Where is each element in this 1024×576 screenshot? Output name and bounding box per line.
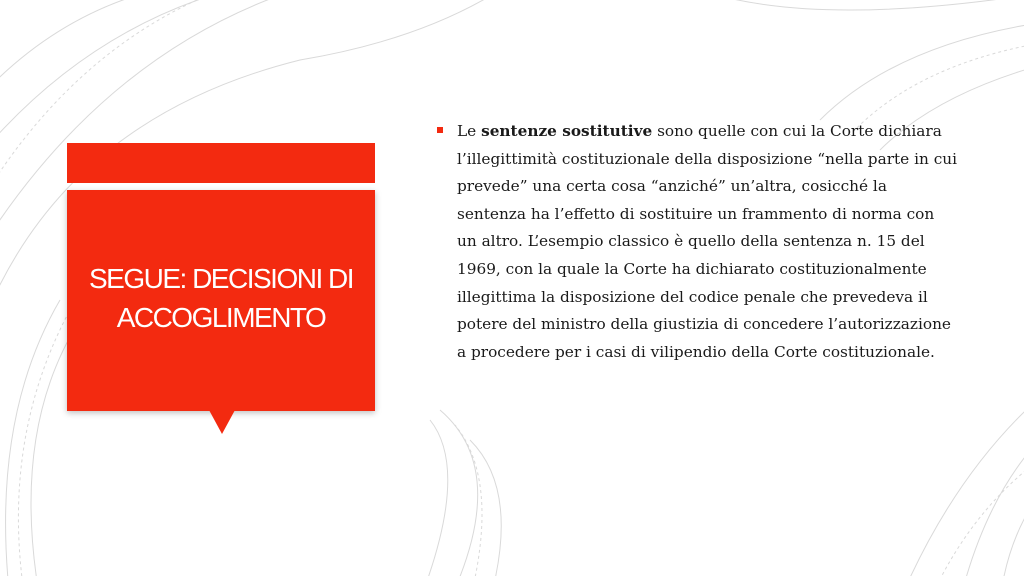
bullet-bold-term: sentenze sostitutive bbox=[481, 122, 653, 140]
arc-line bbox=[960, 420, 1024, 576]
title-accent-strip bbox=[67, 143, 375, 183]
arc-line bbox=[0, 0, 300, 120]
arc-line bbox=[700, 0, 1024, 10]
arc-line-dashed bbox=[18, 310, 70, 576]
slide-content bbox=[437, 118, 967, 366]
arc-line bbox=[470, 440, 501, 576]
arc-line bbox=[820, 20, 1024, 120]
slide-title: SEGUE: DECISIONI DI ACCOGLIMENTO bbox=[89, 262, 353, 333]
arc-line bbox=[1000, 470, 1024, 576]
bullet-body: sono quelle con cui la Corte dichiara l’illegittimità costituzionale della disposizione “nella parte in cui prevede” una certa cosa “anziché” un’altra, cosicché la sentenza ha l’effetto di sostituire un frammento di norma con un altro. L’esempio classico è quello della sentenza n. 15 del 1969, con la quale la Corte ha dichiarato costituzionalmente illegittima la disposizione del codice penale che prevedeva il potere del ministro della giustizia di concedere l’autorizzazione a procedere per i casi di vilipendio della Corte costituzionale. bbox=[457, 122, 958, 361]
bullet-item bbox=[437, 118, 967, 366]
title-pointer bbox=[209, 410, 235, 434]
arc-line bbox=[420, 420, 448, 576]
bullet-prefix: Le bbox=[457, 122, 482, 140]
arc-line bbox=[6, 300, 60, 576]
title-box bbox=[67, 190, 375, 411]
bullet-square-icon bbox=[437, 127, 443, 133]
arc-line bbox=[900, 380, 1024, 576]
arc-line-dashed bbox=[930, 445, 1024, 576]
bullet-text bbox=[457, 118, 957, 366]
arc-line bbox=[440, 410, 478, 576]
